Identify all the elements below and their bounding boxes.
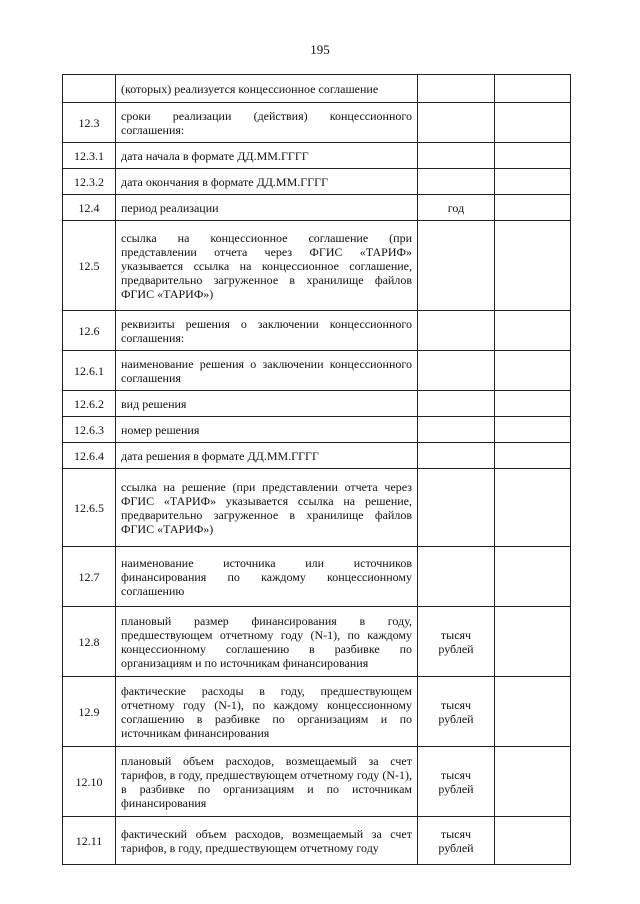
row-description: наименование решения о заключении концессионного соглашения	[116, 351, 418, 391]
table-row	[63, 817, 571, 865]
row-unit	[418, 221, 495, 311]
table-body	[63, 75, 571, 865]
row-unit	[418, 547, 495, 607]
row-value	[495, 443, 571, 469]
table-row	[63, 195, 571, 221]
row-unit	[418, 417, 495, 443]
row-description: плановый объем расходов, возмещаемый за счет тарифов, в году, предшествующем отчетному году (N-1), в разбивке по организациям и по источникам финансирования	[116, 747, 418, 817]
row-description: дата решения в формате ДД.ММ.ГГГГ	[116, 443, 418, 469]
row-number: 12.9	[63, 677, 116, 747]
table-row	[63, 169, 571, 195]
table-row	[63, 747, 571, 817]
row-description: наименование источника или источников финансирования по каждому концессионному соглашению	[116, 547, 418, 607]
row-unit	[418, 75, 495, 103]
row-number: 12.7	[63, 547, 116, 607]
row-description: ссылка на концессионное соглашение (при представлении отчета через ФГИС «ТАРИФ» указывается ссылка на концессионное соглашение, предварительно загруженное в хранилище файлов ФГИС «ТАРИФ»)	[116, 221, 418, 311]
table-row	[63, 391, 571, 417]
row-value	[495, 75, 571, 103]
table-row	[63, 469, 571, 547]
row-unit: тысяч рублей	[418, 747, 495, 817]
row-value	[495, 143, 571, 169]
table-row	[63, 75, 571, 103]
row-number: 12.6.4	[63, 443, 116, 469]
row-description: дата окончания в формате ДД.ММ.ГГГГ	[116, 169, 418, 195]
table-row	[63, 103, 571, 143]
row-unit	[418, 391, 495, 417]
row-value	[495, 103, 571, 143]
row-number: 12.3.2	[63, 169, 116, 195]
row-value	[495, 195, 571, 221]
row-description: реквизиты решения о заключении концессионного соглашения:	[116, 311, 418, 351]
row-number: 12.6.2	[63, 391, 116, 417]
row-number: 12.3	[63, 103, 116, 143]
row-description: номер решения	[116, 417, 418, 443]
row-value	[495, 391, 571, 417]
row-value	[495, 747, 571, 817]
row-value	[495, 469, 571, 547]
table-row	[63, 417, 571, 443]
row-number: 12.8	[63, 607, 116, 677]
row-number: 12.5	[63, 221, 116, 311]
table-row	[63, 677, 571, 747]
page-number: 195	[310, 42, 330, 57]
indicators-table	[62, 74, 571, 865]
row-value	[495, 817, 571, 865]
row-number	[63, 75, 116, 103]
row-value	[495, 417, 571, 443]
row-description: плановый размер финансирования в году, предшествующем отчетному году (N-1), по каждому концессионному соглашению в разбивке по организациям и по источникам финансирования	[116, 607, 418, 677]
row-unit	[418, 311, 495, 351]
row-unit	[418, 469, 495, 547]
row-value	[495, 607, 571, 677]
row-number: 12.6	[63, 311, 116, 351]
row-value	[495, 351, 571, 391]
row-value	[495, 311, 571, 351]
row-number: 12.6.5	[63, 469, 116, 547]
table-row	[63, 143, 571, 169]
row-value	[495, 547, 571, 607]
row-unit: тысяч рублей	[418, 677, 495, 747]
row-unit: год	[418, 195, 495, 221]
row-description: ссылка на решение (при представлении отчета через ФГИС «ТАРИФ» указывается ссылка на решение, предварительно загруженное в хранилище файлов ФГИС «ТАРИФ»)	[116, 469, 418, 547]
row-value	[495, 221, 571, 311]
row-unit: тысяч рублей	[418, 817, 495, 865]
table-row	[63, 351, 571, 391]
row-description: период реализации	[116, 195, 418, 221]
table-row	[63, 443, 571, 469]
row-description: вид решения	[116, 391, 418, 417]
row-description: фактический объем расходов, возмещаемый за счет тарифов, в году, предшествующем отчетному году	[116, 817, 418, 865]
row-unit	[418, 143, 495, 169]
row-description: дата начала в формате ДД.ММ.ГГГГ	[116, 143, 418, 169]
row-value	[495, 677, 571, 747]
row-number: 12.3.1	[63, 143, 116, 169]
row-unit	[418, 443, 495, 469]
row-unit: тысяч рублей	[418, 607, 495, 677]
row-number: 12.4	[63, 195, 116, 221]
row-unit	[418, 351, 495, 391]
row-description: фактические расходы в году, предшествующем отчетному году (N-1), по каждому концессионному соглашению в разбивке по организациям и по источникам финансирования	[116, 677, 418, 747]
table-row	[63, 311, 571, 351]
table-row	[63, 221, 571, 311]
table-row	[63, 547, 571, 607]
row-number: 12.6.3	[63, 417, 116, 443]
table-row	[63, 607, 571, 677]
row-description: сроки реализации (действия) концессионного соглашения:	[116, 103, 418, 143]
row-value	[495, 169, 571, 195]
row-number: 12.11	[63, 817, 116, 865]
row-unit	[418, 103, 495, 143]
row-description: (которых) реализуется концессионное соглашение	[116, 75, 418, 103]
row-unit	[418, 169, 495, 195]
row-number: 12.6.1	[63, 351, 116, 391]
row-number: 12.10	[63, 747, 116, 817]
